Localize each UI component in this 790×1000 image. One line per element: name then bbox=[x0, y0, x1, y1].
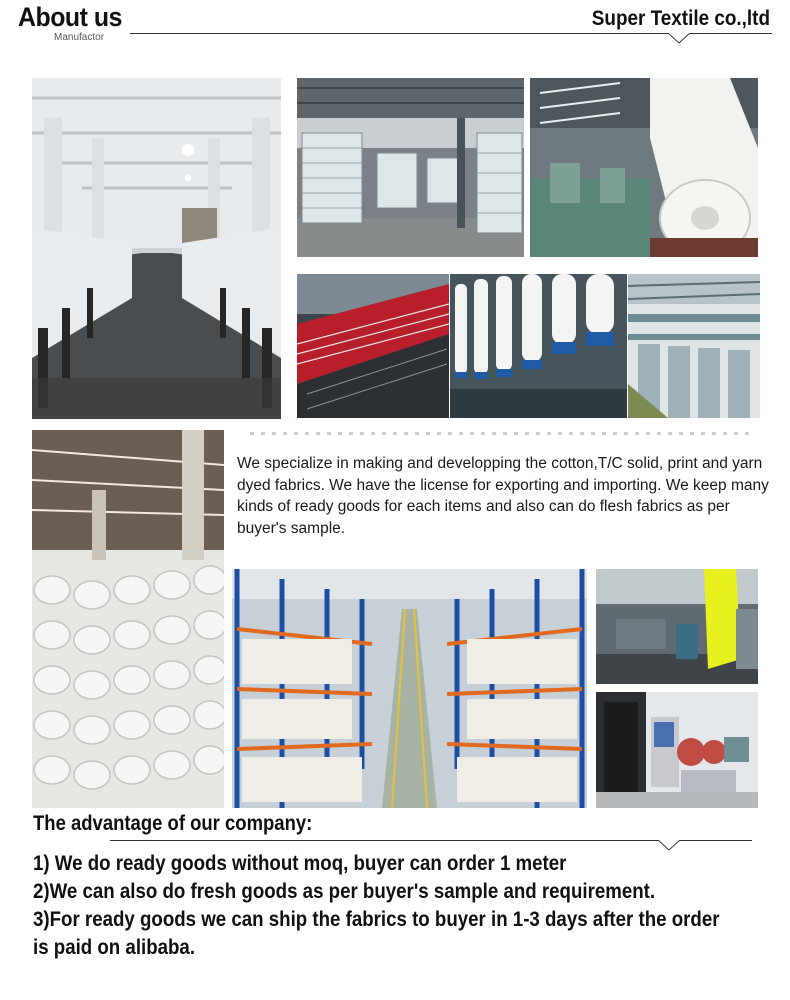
white-fabric-bales-photo bbox=[32, 430, 224, 808]
racked-warehouse-photo bbox=[232, 569, 587, 808]
advantage-item-3: 3)For ready goods we can ship the fabrics to buyer in 1-3 days after the order bbox=[33, 908, 720, 931]
header-divider-notch bbox=[668, 33, 690, 44]
red-yarn-loom-photo bbox=[297, 274, 449, 418]
spinning-machines-photo bbox=[628, 274, 760, 418]
advantage-item-3-continued: is paid on alibaba. bbox=[33, 936, 196, 959]
page-title: About us bbox=[18, 2, 122, 32]
advantages-divider bbox=[110, 840, 752, 841]
yarn-spools-photo bbox=[450, 274, 627, 418]
fabric-rolls-storage-photo bbox=[297, 78, 524, 257]
finishing-machine-photo bbox=[596, 692, 758, 808]
white-fabric-roll-machine-photo bbox=[530, 78, 758, 257]
advantages-title: The advantage of our company: bbox=[33, 812, 313, 835]
yellow-fabric-machine-photo bbox=[596, 569, 758, 684]
page-subtitle: Manufactor bbox=[54, 32, 105, 43]
warehouse-hall-photo bbox=[32, 78, 281, 419]
company-name: Super Textile co.,ltd bbox=[591, 7, 770, 30]
advantages-list bbox=[33, 850, 720, 962]
intro-dotted-rule bbox=[250, 432, 750, 435]
advantage-item-2: 2)We can also do fresh goods as per buyer's sample and requirement. bbox=[33, 880, 656, 903]
advantage-item-1: 1) We do ready goods without moq, buyer can order 1 meter bbox=[33, 852, 567, 875]
intro-paragraph: We specialize in making and developping the cotton,T/C solid, print and yarn dyed fabrics. We have the license for exporting and importing. We keep many kinds of ready goods for each items and also can do flesh fabrics as per buyer's sample. bbox=[237, 455, 769, 537]
